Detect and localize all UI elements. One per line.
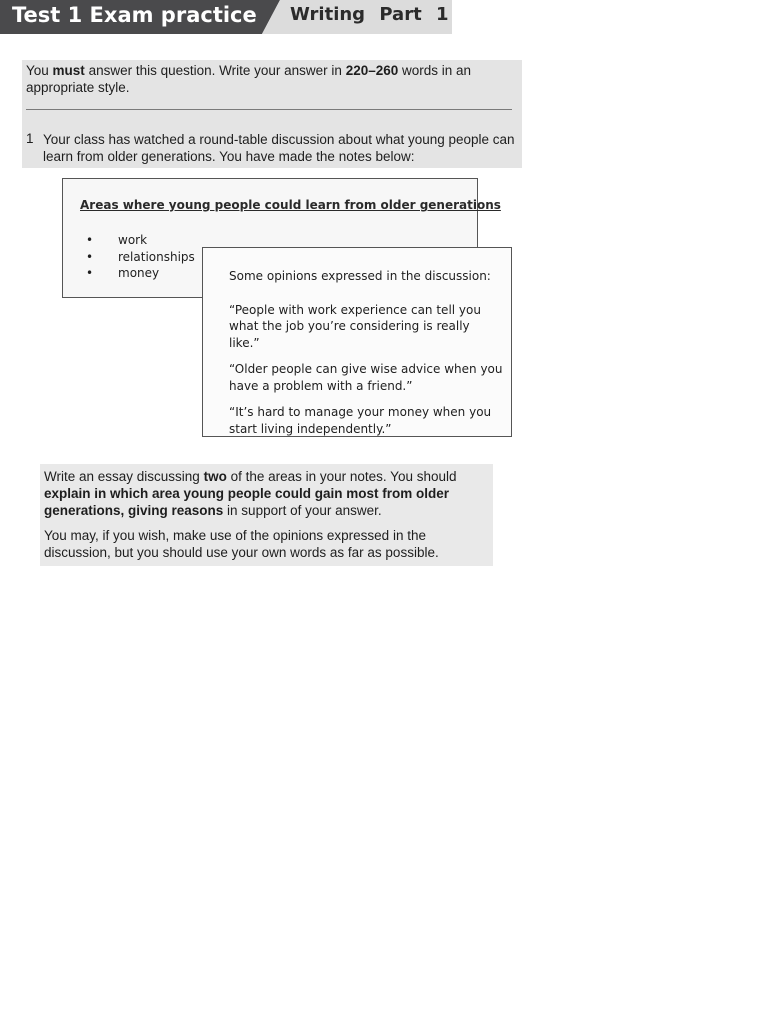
task-paragraph: You may, if you wish, make use of the opinions expressed in the discussion, but you should use your own words as far as possible. [44,528,439,560]
question-number: 1 [26,131,34,146]
part-name: Part 1 [379,4,449,25]
divider [26,109,512,110]
task-text [44,468,489,569]
section-name: Writing [290,4,366,25]
list-item: • work [86,232,195,249]
notes-heading: Areas where young people could learn from older generations [80,198,501,212]
opinion-quote: “It’s hard to manage your money when you start living independently.” [229,405,492,436]
opinions-box [202,247,512,437]
question-text: Your class has watched a round-table discussion about what young people can learn from older generations. You have made the notes below: [43,132,515,164]
opinion-quote: “People with work experience can tell you what the job you’re considering is really like.” [229,302,481,350]
list-item: • relationships [86,249,195,266]
notes-list [86,232,195,282]
word-range: 220–260 [345,63,399,78]
instructions-text: You must answer this question. Write your answer in 220–260 words in an appropriate style. [26,63,472,95]
opinions-heading: Some opinions expressed in the discussion: [229,269,491,283]
task-paragraph: Write an essay discussing two of the areas in your notes. You should explain in which area young people could gain most from older generations, giving reasons in support of your answer. [44,469,457,518]
opinion-quote: “Older people can give wise advice when you have a problem with a friend.” [229,362,503,393]
page-title: Test 1 Exam practice [12,3,257,27]
section-title [290,4,448,25]
list-item: • money [86,265,195,282]
